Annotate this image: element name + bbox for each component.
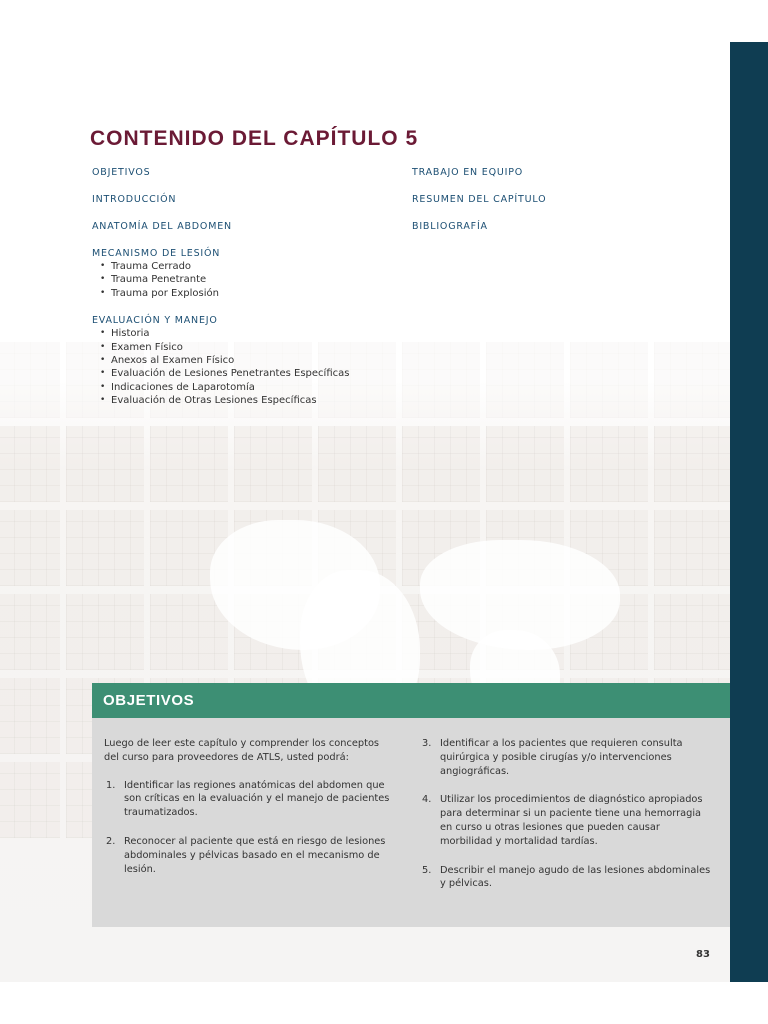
toc-subitem: • Trauma por Explosión: [100, 287, 402, 300]
toc-subitem: • Trauma Penetrante: [100, 273, 402, 286]
objectives-left-column: [104, 737, 394, 891]
objective-text: Identificar a los pacientes que requieren consulta quirúrgica y posible cirugías y/o intervenciones angiográficas.: [440, 738, 683, 777]
toc-sublist: [92, 327, 402, 407]
decorative-tile: [654, 426, 732, 502]
decorative-tile: [66, 426, 144, 502]
toc-entry: [92, 193, 402, 206]
decorative-tile: [486, 426, 564, 502]
toc-heading-introduccion: INTRODUCCIÓN: [92, 194, 177, 205]
objective-item: [420, 864, 712, 892]
toc-right-column: [412, 166, 712, 247]
side-color-bar: [730, 42, 768, 982]
objective-text: Identificar las regiones anatómicas del abdomen que son críticas en la evaluación y el manejo de pacientes traumatizados.: [124, 779, 390, 819]
decorative-tile: [66, 510, 144, 586]
toc-subitem: • Historia: [100, 327, 402, 340]
decorative-tile: [0, 426, 60, 502]
decorative-tile: [150, 426, 228, 502]
decorative-tile: [0, 678, 60, 754]
decorative-tile: [402, 426, 480, 502]
objectives-list: [420, 737, 712, 891]
decorative-tile: [66, 594, 144, 670]
toc-entry: [92, 166, 402, 179]
decorative-tile: [234, 426, 312, 502]
toc-left-column: [92, 166, 402, 422]
decorative-tile: [654, 342, 732, 418]
objective-item: [420, 737, 712, 778]
toc-entry: [412, 193, 712, 206]
toc-entry: [92, 247, 402, 300]
objective-number: 5.: [422, 864, 432, 876]
decorative-tile: [0, 510, 60, 586]
objective-text: Describir el manejo agudo de las lesiones abdominales y pélvicas.: [440, 864, 711, 890]
decorative-tile: [654, 510, 732, 586]
decorative-tile: [654, 594, 732, 670]
bottom-margin: [0, 982, 768, 1024]
toc-heading-anatomia: ANATOMÍA DEL ABDOMEN: [92, 221, 232, 232]
objective-number: 4.: [422, 794, 432, 806]
decorative-tile: [0, 594, 60, 670]
toc-entry: [92, 314, 402, 407]
toc-entry: [412, 166, 712, 179]
toc-subitem: • Anexos al Examen Físico: [100, 354, 402, 367]
decorative-tile: [0, 762, 60, 838]
decorative-tile: [570, 426, 648, 502]
chapter-title: CONTENIDO DEL CAPÍTULO 5: [90, 127, 419, 150]
toc-heading-resumen: RESUMEN DEL CAPÍTULO: [412, 194, 547, 205]
objectives-list: [104, 779, 394, 877]
objectives-title: OBJETIVOS: [103, 692, 195, 709]
objective-item: [104, 779, 394, 820]
decorative-tile: [318, 426, 396, 502]
objectives-right-column: [420, 737, 712, 906]
objective-text: Utilizar los procedimientos de diagnóstico apropiados para determinar si un paciente tiene una hemorragia en curso u otras lesiones que pueden causar morbilidad y mortalidad tardías.: [440, 794, 703, 847]
objective-number: 1.: [106, 779, 116, 791]
toc-subitem: • Trauma Cerrado: [100, 260, 402, 273]
objectives-box: [92, 683, 730, 927]
toc-heading-mecanismo: MECANISMO DE LESIÓN: [92, 248, 221, 259]
toc-entry: [412, 220, 712, 233]
toc-subitem: • Examen Físico: [100, 341, 402, 354]
objective-item: [104, 835, 394, 876]
decorative-tile: [486, 342, 564, 418]
toc-subitem: • Indicaciones de Laparotomía: [100, 381, 402, 394]
decorative-tile: [0, 342, 60, 418]
objective-number: 2.: [106, 835, 116, 847]
objective-text: Reconocer al paciente que está en riesgo de lesiones abdominales y pélvicas basado en el mecanismo de lesión.: [124, 835, 386, 875]
decorative-tile: [570, 342, 648, 418]
toc-heading-evaluacion: EVALUACIÓN Y MANEJO: [92, 315, 218, 327]
toc-sublist: [92, 260, 402, 300]
toc-heading-objetivos: OBJETIVOS: [92, 167, 151, 178]
objective-item: [420, 793, 712, 848]
toc-subitem: • Evaluación de Lesiones Penetrantes Específicas: [100, 367, 402, 380]
toc-subitem: • Evaluación de Otras Lesiones Específicas: [100, 394, 402, 407]
toc-entry: [92, 220, 402, 233]
decorative-tile: [402, 342, 480, 418]
objectives-header: [92, 683, 730, 718]
toc-heading-trabajo: TRABAJO EN EQUIPO: [412, 167, 524, 178]
toc-heading-bibliografia: BIBLIOGRAFÍA: [412, 221, 488, 232]
page-number: 83: [696, 949, 710, 960]
objective-number: 3.: [422, 738, 432, 749]
objectives-intro: Luego de leer este capítulo y comprender los conceptos del curso para proveedores de ATLS, usted podrá:: [104, 738, 380, 763]
